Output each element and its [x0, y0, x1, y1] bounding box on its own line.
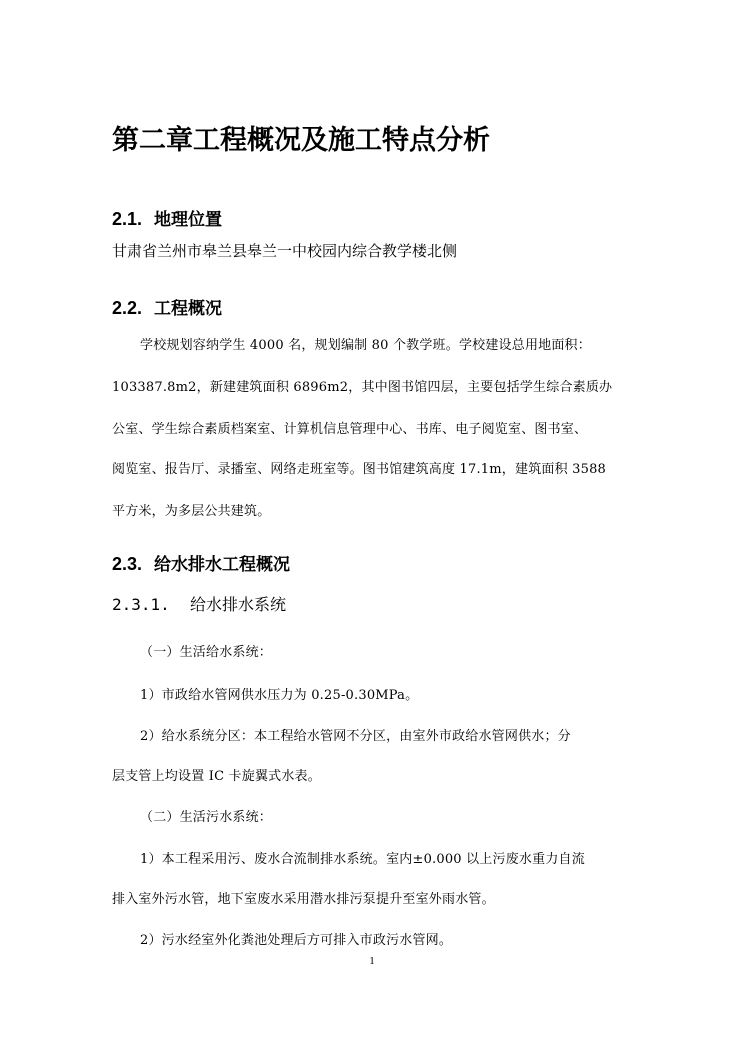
section-number: 2.2.: [112, 298, 143, 318]
section-number: 2.3.: [112, 554, 143, 574]
subsection-heading-2-3-1: [112, 592, 286, 615]
paragraph-line: 1）市政给水管网供水压力为 0.25-0.30MPa。: [140, 688, 419, 703]
paragraph-line: 排入室外污水管，地下室废水采用潜水排污泵提升至室外雨水管。: [112, 892, 495, 907]
sewage-heading: （二）生活污水系统：: [140, 810, 273, 825]
paragraph-line: 103387.8m2，新建建筑面积 6896m2，其中图书馆四层，主要包括学生综合素质办: [112, 380, 613, 395]
section-title: 工程概况: [154, 299, 222, 319]
paragraph-line: 公室、学生综合素质档案室、计算机信息管理中心、书库、电子阅览室、图书室、: [112, 422, 588, 437]
paragraph-line: 平方米，为多层公共建筑。: [112, 504, 271, 519]
section-title: 地理位置: [154, 210, 222, 230]
paragraph-line: 2）污水经室外化粪池处理后方可排入市政污水管网。: [140, 933, 453, 948]
section-heading-2-1: [112, 205, 222, 230]
paragraph-line: 1）本工程采用污、废水合流制排水系统。室内±0.000 以上污废水重力自流: [140, 852, 585, 867]
subsection-number: 2.3.1.: [112, 595, 170, 614]
section-title: 给水排水工程概况: [154, 555, 290, 575]
paragraph-line: 学校规划容纳学生 4000 名，规划编制 80 个教学班。学校建设总用地面积：: [140, 338, 591, 353]
section-number: 2.1.: [112, 209, 143, 229]
subsection-title: 给水排水系统: [190, 595, 287, 614]
section-heading-2-2: [112, 294, 222, 319]
section-heading-2-3: [112, 550, 290, 575]
chapter-title: 第二章工程概况及施工特点分析: [112, 125, 490, 156]
location-text: 甘肃省兰州市皋兰县皋兰一中校园内综合教学楼北侧: [112, 242, 458, 260]
paragraph-line: 层支管上均设置 IC 卡旋翼式水表。: [112, 769, 321, 784]
paragraph-line: 阅览室、报告厅、录播室、网络走班室等。图书馆建筑高度 17.1m，建筑面积 3588: [112, 462, 607, 477]
supply-heading: （一）生活给水系统：: [140, 645, 273, 660]
paragraph-line: 2）给水系统分区：本工程给水管网不分区，由室外市政给水管网供水；分: [140, 729, 571, 744]
page-number: 1: [369, 955, 375, 967]
